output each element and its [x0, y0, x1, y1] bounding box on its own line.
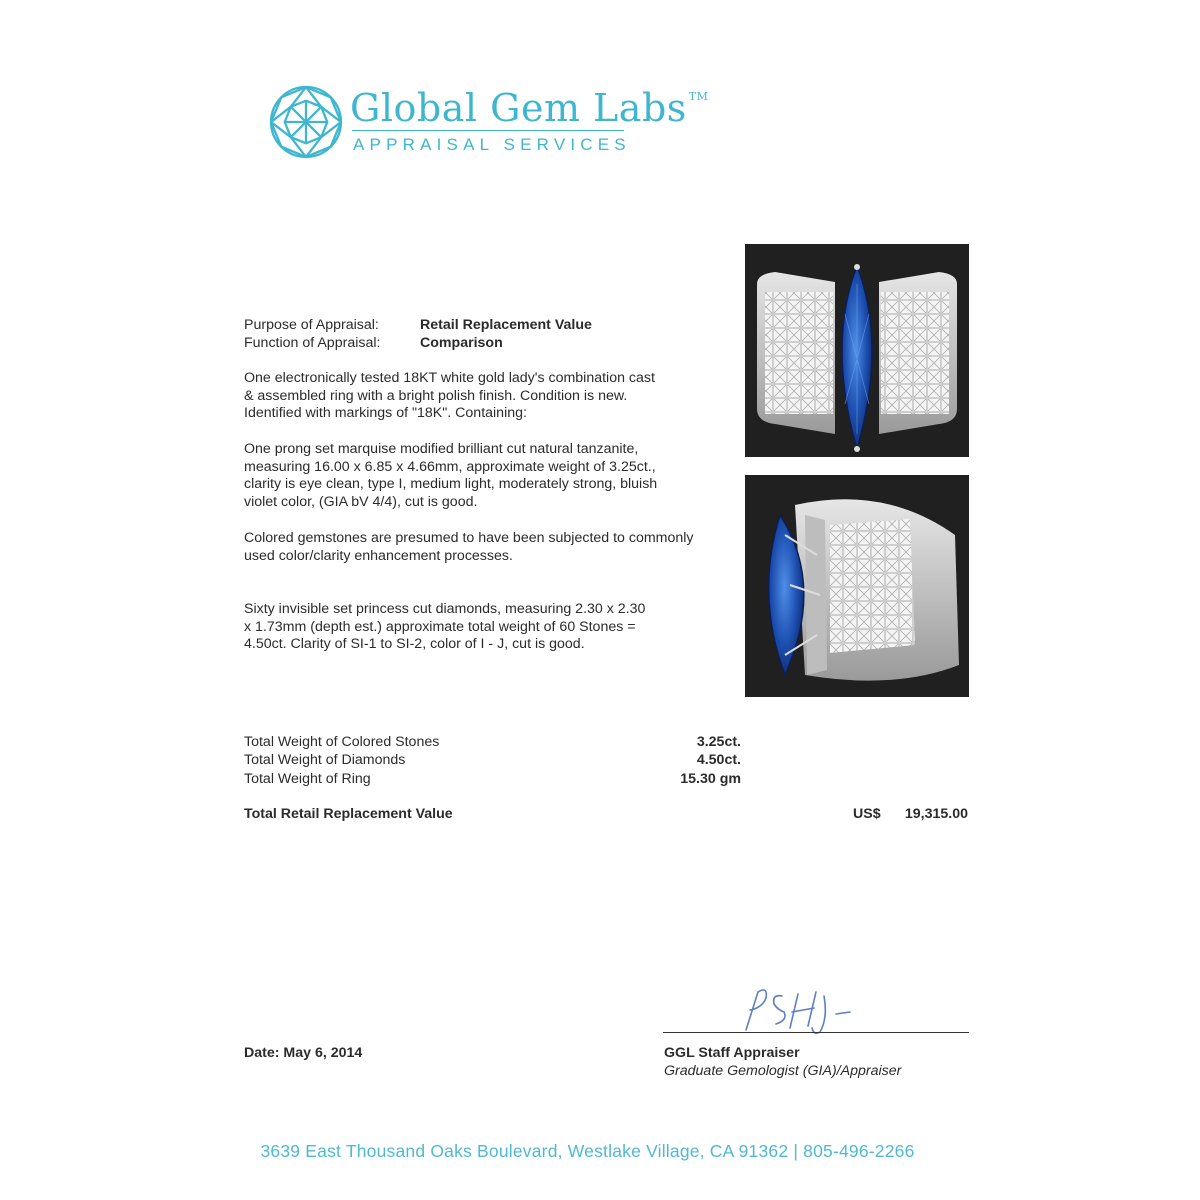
brand-divider	[352, 130, 624, 131]
appraiser-credential: Graduate Gemologist (GIA)/Appraiser	[664, 1063, 902, 1079]
currency-label: US$	[853, 806, 881, 822]
purpose-value: Retail Replacement Value	[420, 317, 592, 333]
appraiser-title: GGL Staff Appraiser	[664, 1045, 800, 1061]
ring-photo-side	[745, 475, 969, 697]
ring-weight-value: 15.30 gm	[680, 771, 741, 787]
tanzanite-description: One prong set marquise modified brilliant cut natural tanzanite, measuring 16.00 x 6.85 x 4.66mm, approximate weight of 3.25ct., clarity is eye clean, type I, medium light, moderately strong, bluish violet color, (GIA bV 4/4), cut is good.	[244, 441, 658, 510]
ring-weight-label: Total Weight of Ring	[244, 771, 371, 787]
brand-subtitle: APPRAISAL SERVICES	[353, 135, 631, 154]
purpose-label: Purpose of Appraisal:	[244, 317, 379, 333]
footer-address: 3639 East Thousand Oaks Boulevard, Westlake Village, CA 91362 | 805-496-2266	[260, 1141, 915, 1161]
retail-value: 19,315.00	[904, 806, 968, 822]
brand-name: Global Gem Labs ™	[350, 86, 709, 130]
diamonds-value: 4.50ct.	[696, 752, 741, 768]
appraiser-signature	[732, 980, 862, 1040]
diamond-description: Sixty invisible set princess cut diamonds, measuring 2.30 x 2.30 x 1.73mm (depth est.) approximate total weight of 60 Stones = 4.50ct. Clarity of SI-1 to SI-2, color of I - J, cut is good.	[244, 601, 646, 652]
appraisal-date: Date: May 6, 2014	[244, 1045, 363, 1061]
signature-line	[663, 1032, 969, 1033]
diamonds-label: Total Weight of Diamonds	[244, 752, 406, 768]
gemstone-icon	[268, 84, 344, 160]
function-label: Function of Appraisal:	[244, 335, 381, 351]
ring-photo-front	[745, 244, 969, 457]
enhancement-disclaimer: Colored gemstones are presumed to have been subjected to commonly used color/clarity enhancement processes.	[244, 530, 694, 564]
colored-stones-label: Total Weight of Colored Stones	[244, 734, 440, 750]
function-value: Comparison	[420, 335, 503, 351]
trademark-mark: TM	[688, 90, 709, 103]
retail-value-label: Total Retail Replacement Value	[244, 806, 453, 822]
ring-description: One electronically tested 18KT white gold lady's combination cast & assembled ring with a bright polish finish. Condition is new. Identified with markings of "18K". Containing:	[244, 370, 655, 421]
colored-stones-value: 3.25ct.	[696, 734, 741, 750]
